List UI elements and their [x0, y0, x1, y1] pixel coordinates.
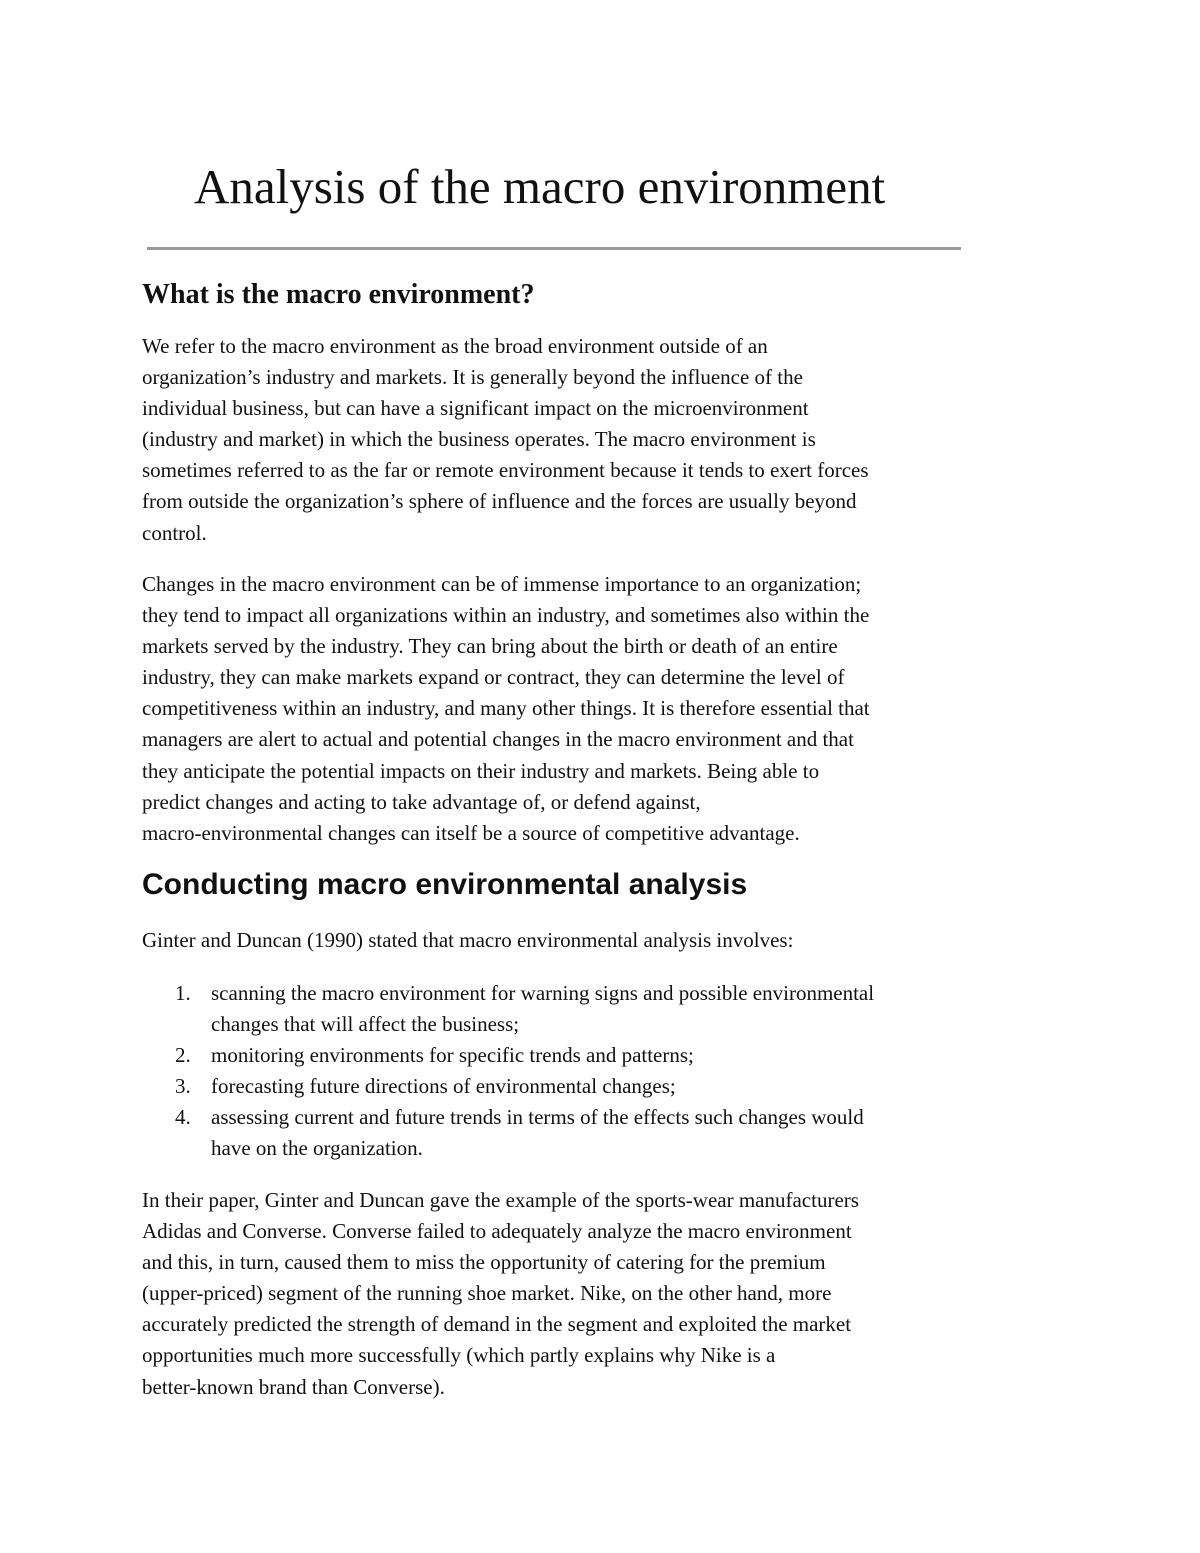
page-title: Analysis of the macro environment [194, 159, 886, 214]
section-heading-what-is: What is the macro environment? [142, 279, 535, 310]
text-line: monitoring environments for specific trends and patterns; [211, 1043, 694, 1068]
text-line: Changes in the macro environment can be of immense importance to an organization; [142, 572, 862, 596]
analysis-steps-list [142, 978, 874, 1165]
text-line: better-known brand than Converse). [142, 1374, 445, 1399]
text-line: assessing current and future trends in terms of the effects such changes would [211, 1105, 864, 1130]
text-line: organization’s industry and markets. It is generally beyond the influence of the [142, 365, 803, 390]
paragraph-intro [142, 925, 793, 956]
text-line: sometimes referred to as the far or remote environment because it tends to exert forces [142, 458, 869, 483]
text-line: from outside the organization’s sphere of influence and the forces are usually beyond [142, 489, 857, 514]
list-number: 4. [175, 1105, 191, 1130]
text-line: Adidas and Converse. Converse failed to adequately analyze the macro environment [142, 1219, 852, 1244]
text-line: predict changes and acting to take advantage of, or defend against, [142, 789, 701, 814]
text-line: markets served by the industry. They can bring about the birth or death of an entire [142, 634, 838, 659]
text-line: forecasting future directions of environmental changes; [211, 1074, 676, 1099]
text-line: In their paper, Ginter and Duncan gave the example of the sports-wear manufacturers [142, 1188, 859, 1212]
text-line: and this, in turn, caused them to miss the opportunity of catering for the premium [142, 1250, 826, 1275]
list-item [142, 1071, 874, 1102]
text-line: managers are alert to actual and potential changes in the macro environment and that [142, 727, 854, 752]
text-line: Ginter and Duncan (1990) stated that macro environmental analysis involves: [142, 928, 794, 952]
text-line: competitiveness within an industry, and many other things. It is therefore essential that [142, 696, 870, 721]
section-heading-conducting: Conducting macro environmental analysis [142, 868, 748, 901]
text-line: changes that will affect the business; [211, 1012, 520, 1037]
text-line: they tend to impact all organizations within an industry, and sometimes also within the [142, 603, 870, 628]
text-line: individual business, but can have a significant impact on the microenvironment [142, 396, 809, 421]
list-number: 1. [175, 981, 191, 1005]
text-line: macro-environmental changes can itself be a source of competitive advantage. [142, 820, 800, 845]
paragraph-example [142, 1185, 859, 1403]
text-line: they anticipate the potential impacts on their industry and markets. Being able to [142, 758, 820, 783]
text-line: have on the organization. [211, 1136, 423, 1161]
text-line: industry, they can make markets expand or contract, they can determine the level of [142, 665, 845, 690]
title-divider [147, 247, 961, 250]
text-line: scanning the macro environment for warning signs and possible environmental [211, 981, 875, 1005]
text-line: We refer to the macro environment as the broad environment outside of an [142, 334, 768, 358]
list-item [142, 1040, 874, 1071]
list-item [142, 978, 874, 1040]
list-item [142, 1102, 874, 1164]
text-line: opportunities much more successfully (which partly explains why Nike is a [142, 1343, 776, 1368]
list-number: 3. [175, 1074, 191, 1099]
text-line: control. [142, 520, 207, 545]
paragraph-changes [142, 569, 870, 849]
list-number: 2. [175, 1043, 191, 1068]
text-line: accurately predicted the strength of demand in the segment and exploited the market [142, 1312, 852, 1337]
text-line: (industry and market) in which the business operates. The macro environment is [142, 427, 816, 452]
paragraph-definition [142, 331, 869, 549]
text-line: (upper-priced) segment of the running shoe market. Nike, on the other hand, more [142, 1281, 832, 1306]
